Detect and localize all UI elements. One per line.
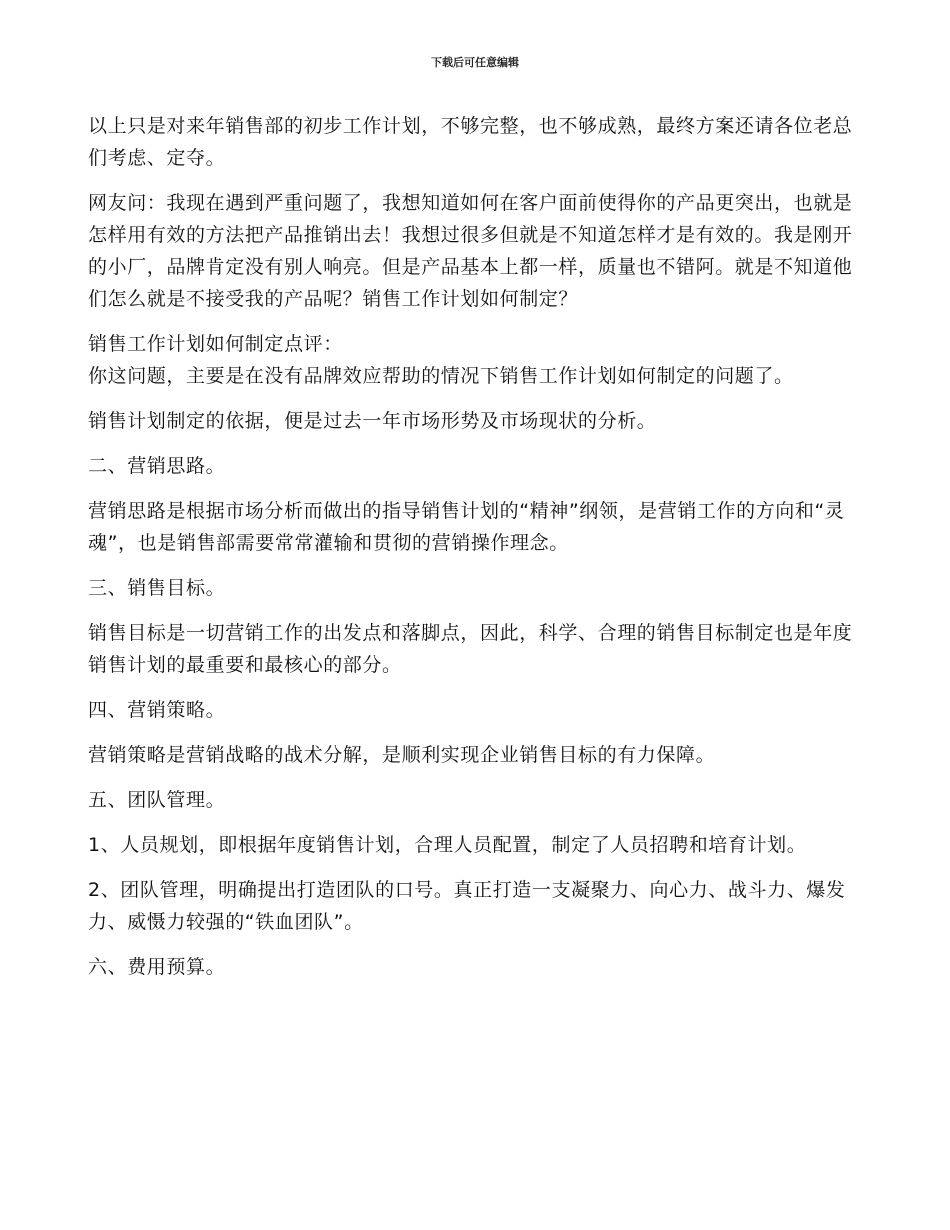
- paragraph-team-building: 2、团队管理，明确提出打造团队的口号。真正打造一支凝聚力、向心力、战斗力、爆发力、威慑力较强的“铁血团队”。: [88, 879, 846, 933]
- document-body: [88, 110, 858, 996]
- paragraph-question: 网友问：我现在遇到严重问题了，我想知道如何在客户面前使得你的产品更突出，也就是怎样用有效的方法把产品推销出去！我想过很多但就是不知道怎样才是有效的。我是刚开的小厂，品牌肯定没有别人响亮。但是产品基本上都一样，质量也不错阿。就是不知道他们怎么就是不接受我的产品呢？销售工作计划如何制定？: [88, 192, 853, 310]
- section-heading-sales-targets: 三、销售目标。: [88, 577, 226, 599]
- header-note: 下载后可任意编辑: [431, 56, 519, 69]
- section-heading-team-management: 五、团队管理。: [88, 789, 226, 811]
- paragraph-sales-targets: 销售目标是一切营销工作的出发点和落脚点，因此，科学、合理的销售目标制定也是年度销售计划的最重要和最核心的部分。: [88, 622, 853, 676]
- paragraph-summary: 以上只是对来年销售部的初步工作计划，不够完整，也不够成熟，最终方案还请各位老总们考虑、定夺。: [88, 115, 853, 169]
- paragraph-review-heading: 销售工作计划如何制定点评：: [88, 333, 343, 355]
- section-heading-marketing-ideas: 二、营销思路。: [88, 455, 226, 477]
- paragraph-marketing-ideas: 营销思路是根据市场分析而做出的指导销售计划的“精神”纲领，是营销工作的方向和“灵魂”，也是销售部需要常常灌输和贯彻的营销操作理念。: [88, 500, 845, 554]
- section-heading-budget: 六、费用预算。: [88, 956, 226, 978]
- paragraph-marketing-strategy: 营销策略是营销战略的战术分解，是顺利实现企业销售目标的有力保障。: [88, 744, 716, 766]
- section-heading-marketing-strategy: 四、营销策略。: [88, 699, 226, 721]
- paragraph-basis: 销售计划制定的依据，便是过去一年市场形势及市场现状的分析。: [88, 410, 657, 432]
- paragraph-review-answer: 你这问题，主要是在没有品牌效应帮助的情况下销售工作计划如何制定的问题了。: [88, 365, 794, 387]
- paragraph-staff-planning: 1、人员规划，即根据年度销售计划，合理人员配置，制定了人员招聘和培育计划。: [88, 834, 807, 856]
